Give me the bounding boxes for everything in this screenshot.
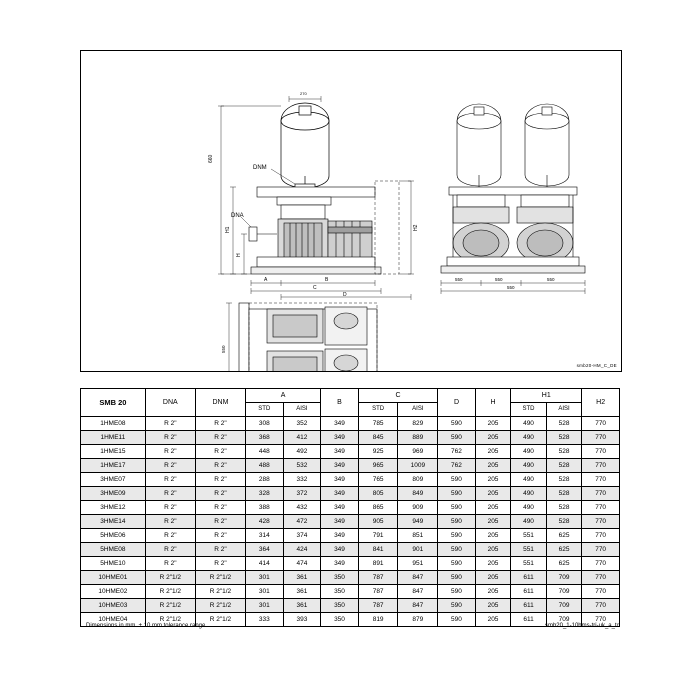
cell-h2: 770 [582,613,620,627]
cell-a_aisi: 432 [283,501,321,515]
header-a-aisi: AISI [283,403,321,417]
cell-d: 762 [438,459,476,473]
cell-d: 590 [438,431,476,445]
table-row [81,585,620,599]
cell-c_aisi: 809 [398,473,438,487]
cell-dnm: R 2" [195,557,245,571]
cell-c_std: 805 [358,487,398,501]
cell-a_std: 488 [246,459,284,473]
cell-model: 10HME01 [81,571,146,585]
header-a: A [246,389,321,403]
label-dnm: DNM [253,165,267,171]
cell-a_aisi: 361 [283,599,321,613]
cell-dna: R 2" [145,515,195,529]
cell-model: 3HME07 [81,473,146,487]
cell-h: 205 [475,445,511,459]
cell-h1_std: 490 [511,473,547,487]
cell-h: 205 [475,599,511,613]
cell-b: 349 [321,445,359,459]
cell-c_std: 787 [358,585,398,599]
cell-c_aisi: 1009 [398,459,438,473]
cell-model: 10HME03 [81,599,146,613]
cell-h1_std: 490 [511,487,547,501]
cell-d: 590 [438,417,476,431]
cell-dnm: R 2"1/2 [195,599,245,613]
cell-b: 350 [321,585,359,599]
table-row [81,515,620,529]
cell-h1_aisi: 528 [546,459,582,473]
cell-b: 349 [321,501,359,515]
cell-model: 1HME08 [81,417,146,431]
cell-b: 349 [321,431,359,445]
cell-h2: 770 [582,571,620,585]
table-row [81,445,620,459]
cell-dnm: R 2"1/2 [195,571,245,585]
cell-model: 5HME06 [81,529,146,543]
cell-h2: 770 [582,515,620,529]
svg-text:550: 550 [455,277,463,282]
cell-model: 3HME09 [81,487,146,501]
cell-c_std: 905 [358,515,398,529]
table-row [81,571,620,585]
cell-dna: R 2" [145,445,195,459]
cell-dnm: R 2" [195,459,245,473]
cell-h1_std: 490 [511,515,547,529]
cell-c_std: 791 [358,529,398,543]
header-h: H [475,389,511,417]
document-code: smb20_1-10hms-tri-uk_a_td [544,623,620,629]
cell-h1_std: 611 [511,585,547,599]
header-c: C [358,389,437,403]
cell-d: 590 [438,515,476,529]
cell-dnm: R 2" [195,417,245,431]
cell-c_std: 845 [358,431,398,445]
cell-a_std: 428 [246,515,284,529]
cell-model: 5HME08 [81,543,146,557]
dimensions-table-wrap [80,388,620,627]
table-row [81,473,620,487]
cell-dna: R 2" [145,529,195,543]
cell-b: 349 [321,515,359,529]
cell-a_aisi: 472 [283,515,321,529]
cell-a_std: 301 [246,599,284,613]
drawing-code: smb20-HM_C_DE [576,363,617,368]
cell-a_std: 333 [246,613,284,627]
cell-c_aisi: 829 [398,417,438,431]
cell-a_std: 388 [246,501,284,515]
cell-c_std: 819 [358,613,398,627]
cell-h2: 770 [582,473,620,487]
plan-view-bottom [221,303,377,371]
cell-h1_std: 490 [511,431,547,445]
cell-dnm: R 2" [195,431,245,445]
technical-drawing-panel [80,50,622,372]
header-a-std: STD [246,403,284,417]
cell-c_std: 891 [358,557,398,571]
table-body [81,417,620,627]
cell-h2: 770 [582,557,620,571]
table-row [81,543,620,557]
cell-h1_std: 551 [511,557,547,571]
cell-a_aisi: 424 [283,543,321,557]
cell-h1_std: 490 [511,459,547,473]
svg-text:550: 550 [221,345,226,353]
cell-h: 205 [475,613,511,627]
cell-b: 349 [321,417,359,431]
cell-dnm: R 2" [195,445,245,459]
cell-c_std: 787 [358,599,398,613]
cell-h2: 770 [582,445,620,459]
header-c-aisi: AISI [398,403,438,417]
cell-dna: R 2"1/2 [145,585,195,599]
svg-text:550: 550 [547,277,555,282]
cell-b: 349 [321,473,359,487]
cell-h: 205 [475,459,511,473]
cell-h1_aisi: 709 [546,613,582,627]
cell-c_aisi: 889 [398,431,438,445]
cell-dna: R 2" [145,417,195,431]
cell-a_aisi: 532 [283,459,321,473]
cell-dna: R 2" [145,543,195,557]
cell-d: 590 [438,571,476,585]
vessel-left [281,103,329,189]
cell-c_aisi: 951 [398,557,438,571]
cell-dnm: R 2" [195,529,245,543]
cell-a_aisi: 361 [283,585,321,599]
cell-a_std: 314 [246,529,284,543]
cell-d: 590 [438,557,476,571]
cell-d: 762 [438,445,476,459]
cell-h1_aisi: 709 [546,599,582,613]
cell-model: 1HME15 [81,445,146,459]
cell-h1_std: 490 [511,501,547,515]
cell-b: 349 [321,459,359,473]
cell-model: 1HME17 [81,459,146,473]
cell-h: 205 [475,585,511,599]
table-row [81,459,620,473]
cell-h1_std: 611 [511,613,547,627]
cell-d: 590 [438,529,476,543]
cell-a_aisi: 332 [283,473,321,487]
cell-h1_std: 551 [511,543,547,557]
cell-dna: R 2"1/2 [145,599,195,613]
table-row [81,431,620,445]
cell-dna: R 2" [145,459,195,473]
cell-h1_aisi: 625 [546,529,582,543]
table-row [81,529,620,543]
cell-d: 590 [438,585,476,599]
pump-assembly-left [249,187,381,274]
cell-c_std: 765 [358,473,398,487]
cell-c_aisi: 901 [398,543,438,557]
table-row [81,501,620,515]
cell-c_aisi: 847 [398,585,438,599]
cell-a_aisi: 352 [283,417,321,431]
cell-c_aisi: 847 [398,599,438,613]
cell-b: 349 [321,543,359,557]
cell-a_aisi: 361 [283,571,321,585]
cell-d: 590 [438,487,476,501]
cell-b: 350 [321,613,359,627]
front-view-right [441,104,585,273]
label-a: A [264,277,268,283]
svg-text:270: 270 [300,91,307,96]
cell-a_aisi: 393 [283,613,321,627]
cell-model: 3HME14 [81,515,146,529]
cell-c_std: 965 [358,459,398,473]
cell-dna: R 2" [145,473,195,487]
drawing-svg [81,51,621,371]
cell-c_std: 785 [358,417,398,431]
cell-h2: 770 [582,431,620,445]
svg-text:660: 660 [208,154,214,163]
cell-a_aisi: 412 [283,431,321,445]
cell-b: 350 [321,571,359,585]
cell-h1_aisi: 528 [546,487,582,501]
cell-h1_aisi: 528 [546,417,582,431]
cell-h2: 770 [582,585,620,599]
header-c-std: STD [358,403,398,417]
header-dna: DNA [145,389,195,417]
cell-h2: 770 [582,501,620,515]
cell-h1_std: 551 [511,529,547,543]
cell-h1_std: 611 [511,599,547,613]
cell-h2: 770 [582,543,620,557]
cell-a_std: 368 [246,431,284,445]
cell-d: 590 [438,599,476,613]
label-b: B [325,277,329,283]
label-h1: H1 [225,226,231,233]
cell-h1_aisi: 528 [546,431,582,445]
svg-text:H2: H2 [413,224,419,231]
table-row [81,487,620,501]
cell-b: 349 [321,487,359,501]
cell-dnm: R 2"1/2 [195,613,245,627]
cell-h1_aisi: 625 [546,543,582,557]
cell-model: 1HME11 [81,431,146,445]
cell-a_std: 328 [246,487,284,501]
cell-c_aisi: 847 [398,571,438,585]
cell-c_aisi: 949 [398,515,438,529]
cell-h: 205 [475,515,511,529]
cell-a_std: 448 [246,445,284,459]
cell-h: 205 [475,557,511,571]
cell-h: 205 [475,431,511,445]
cell-c_std: 925 [358,445,398,459]
cell-dna: R 2"1/2 [145,613,195,627]
header-d: D [438,389,476,417]
cell-model: 3HME12 [81,501,146,515]
cell-h: 205 [475,417,511,431]
cell-c_aisi: 849 [398,487,438,501]
cell-a_aisi: 372 [283,487,321,501]
cell-h1_std: 490 [511,445,547,459]
cell-b: 349 [321,529,359,543]
svg-text:550: 550 [507,285,515,290]
dimensions-table [80,388,620,627]
cell-h: 205 [475,501,511,515]
cell-model: 5HME10 [81,557,146,571]
cell-dna: R 2"1/2 [145,571,195,585]
cell-d: 590 [438,543,476,557]
cell-h2: 770 [582,599,620,613]
cell-c_aisi: 851 [398,529,438,543]
header-dnm: DNM [195,389,245,417]
cell-h: 205 [475,543,511,557]
cell-a_aisi: 492 [283,445,321,459]
label-dna: DNA [231,213,244,219]
cell-a_std: 301 [246,571,284,585]
header-b: B [321,389,359,417]
cell-h2: 770 [582,459,620,473]
cell-a_aisi: 474 [283,557,321,571]
label-d: D [343,292,347,298]
cell-dnm: R 2" [195,501,245,515]
table-header-row-1 [81,389,620,403]
header-model: SMB 20 [81,389,146,417]
cell-h1_aisi: 625 [546,557,582,571]
cell-dna: R 2" [145,487,195,501]
table-row [81,557,620,571]
cell-c_aisi: 879 [398,613,438,627]
cell-b: 350 [321,599,359,613]
cell-a_std: 308 [246,417,284,431]
cell-h2: 770 [582,417,620,431]
cell-model: 10HME04 [81,613,146,627]
cell-h: 205 [475,473,511,487]
label-h: H [236,253,242,257]
cell-h1_std: 490 [511,417,547,431]
cell-h1_aisi: 709 [546,571,582,585]
cell-a_aisi: 374 [283,529,321,543]
cell-c_std: 787 [358,571,398,585]
footnote: Dimensions in mm. ± 10 mm tolerance range. [86,623,208,629]
cell-d: 590 [438,613,476,627]
cell-h2: 770 [582,487,620,501]
table-row [81,417,620,431]
header-h2: H2 [582,389,620,417]
cell-h1_aisi: 528 [546,473,582,487]
header-h1-std: STD [511,403,547,417]
cell-h: 205 [475,487,511,501]
cell-c_std: 865 [358,501,398,515]
cell-model: 10HME02 [81,585,146,599]
svg-text:550: 550 [495,277,503,282]
cell-h1_aisi: 528 [546,445,582,459]
cell-dnm: R 2" [195,515,245,529]
cell-dna: R 2" [145,501,195,515]
cell-dnm: R 2" [195,487,245,501]
cell-b: 349 [321,557,359,571]
cell-d: 590 [438,473,476,487]
table-row [81,599,620,613]
cell-c_aisi: 909 [398,501,438,515]
cell-h1_aisi: 709 [546,585,582,599]
cell-dnm: R 2" [195,473,245,487]
cell-dna: R 2" [145,557,195,571]
cell-a_std: 288 [246,473,284,487]
cell-c_aisi: 969 [398,445,438,459]
cell-d: 590 [438,501,476,515]
cell-h: 205 [475,529,511,543]
cell-a_std: 414 [246,557,284,571]
cell-dnm: R 2" [195,543,245,557]
label-c: C [313,285,317,291]
cell-h1_aisi: 528 [546,515,582,529]
cell-h1_std: 611 [511,571,547,585]
header-h1-aisi: AISI [546,403,582,417]
cell-c_std: 841 [358,543,398,557]
cell-dna: R 2" [145,431,195,445]
cell-a_std: 301 [246,585,284,599]
cell-dnm: R 2"1/2 [195,585,245,599]
cell-h: 205 [475,571,511,585]
cell-h1_aisi: 528 [546,501,582,515]
header-h1: H1 [511,389,582,403]
cell-a_std: 364 [246,543,284,557]
cell-h2: 770 [582,529,620,543]
